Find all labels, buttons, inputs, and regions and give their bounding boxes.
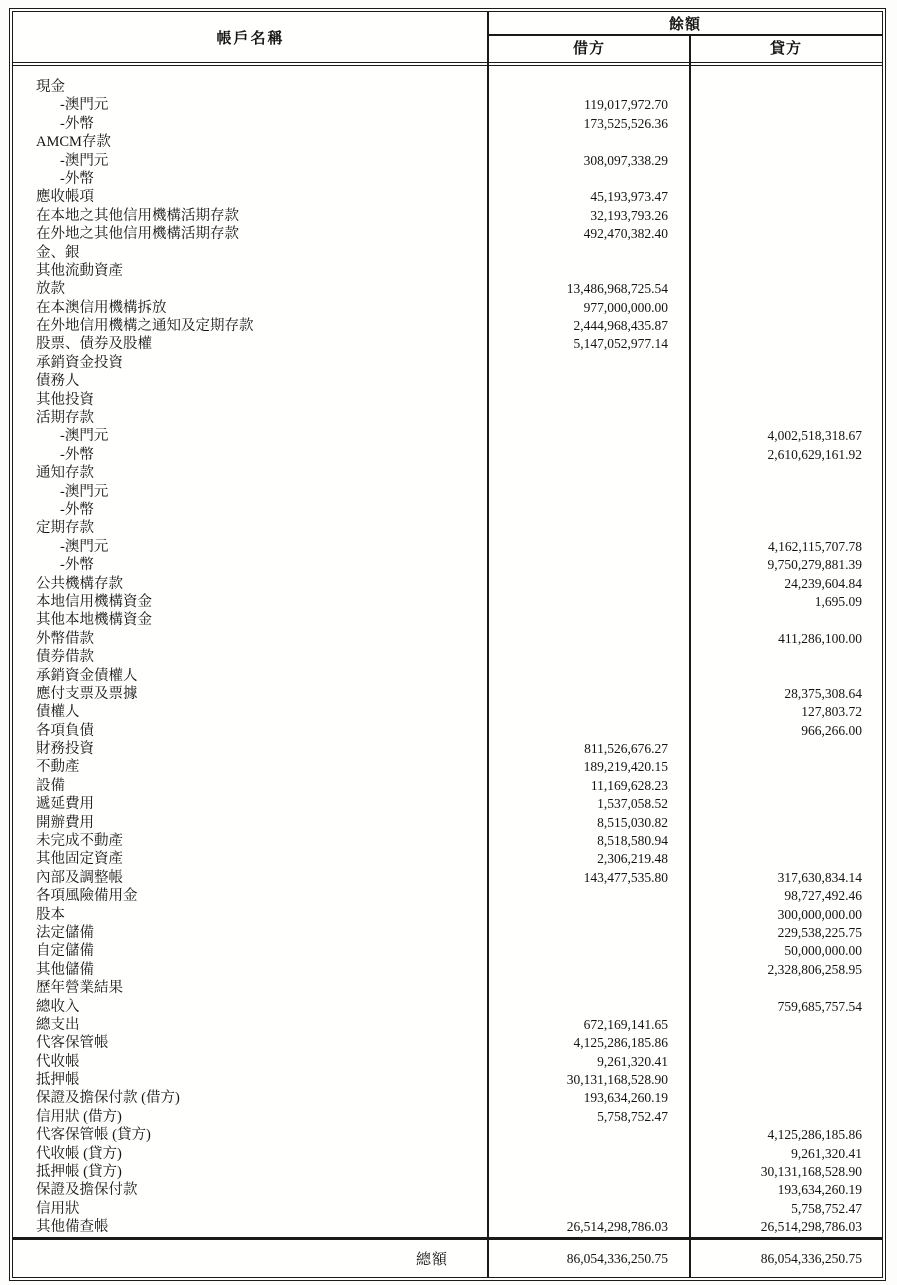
table-row (13, 998, 882, 1016)
credit-amount: 411,286,100.00 (778, 630, 862, 646)
table-row (13, 795, 882, 813)
account-name: 通知存款 (36, 465, 94, 482)
account-name: 保證及擔保付款 (36, 1182, 138, 1199)
account-name: 其他固定資產 (36, 851, 123, 868)
table-row (13, 96, 882, 114)
table-row (13, 1181, 882, 1199)
account-name: 設備 (36, 777, 65, 794)
credit-amount: 193,634,260.19 (777, 1182, 862, 1198)
account-name: 其他本地機構資金 (36, 612, 152, 629)
account-name: 承銷資金投資 (36, 354, 123, 371)
debit-amount (488, 722, 690, 740)
debit-amount (488, 1181, 690, 1199)
table-row (13, 483, 882, 501)
header-account-name: 帳戶名稱 (216, 30, 285, 47)
debit-amount (488, 354, 690, 372)
account-name: 各項風險備用金 (36, 888, 138, 905)
debit-amount (488, 538, 690, 556)
table-row (13, 427, 882, 445)
table-row (13, 832, 882, 850)
debit-amount: 672,169,141.65 (583, 1016, 668, 1032)
debit-amount (488, 998, 690, 1016)
credit-amount (690, 648, 882, 666)
debit-amount (488, 1126, 690, 1144)
credit-amount (690, 115, 882, 133)
account-name: 遞延費用 (36, 796, 94, 813)
credit-amount: 24,239,604.84 (784, 575, 862, 591)
debit-amount: 173,525,526.36 (583, 115, 668, 131)
credit-amount: 9,261,320.41 (791, 1145, 862, 1161)
credit-amount: 98,727,492.46 (784, 888, 862, 904)
debit-amount (488, 391, 690, 409)
table-row (13, 409, 882, 427)
account-name: 應收帳項 (36, 189, 94, 206)
table-row (13, 869, 882, 887)
total-label: 總額 (415, 1252, 448, 1268)
table-row (13, 924, 882, 942)
account-name: 外幣借款 (36, 630, 94, 647)
debit-amount: 11,169,628.23 (590, 777, 668, 793)
debit-amount: 119,017,972.70 (584, 97, 668, 113)
table-row (13, 1200, 882, 1218)
debit-amount (488, 630, 690, 648)
credit-amount (690, 152, 882, 170)
credit-amount: 229,538,225.75 (777, 924, 862, 940)
table-row (13, 464, 882, 482)
account-name: -外幣 (60, 446, 94, 463)
credit-amount (690, 832, 882, 850)
table-row (13, 1053, 882, 1071)
account-name: 歷年營業結果 (36, 980, 123, 997)
credit-amount: 300,000,000.00 (777, 906, 862, 922)
account-name: 股票、債券及股權 (36, 336, 152, 353)
credit-amount (690, 354, 882, 372)
account-name: 在外地信用機構之通知及定期存款 (36, 318, 254, 335)
credit-amount: 9,750,279,881.39 (767, 557, 862, 573)
credit-amount (690, 740, 882, 758)
credit-amount (690, 1108, 882, 1126)
table-body (13, 66, 882, 1237)
debit-amount (488, 262, 690, 280)
table-row (13, 391, 882, 409)
credit-amount (690, 519, 882, 537)
debit-amount: 8,518,580.94 (597, 833, 668, 849)
credit-amount (690, 758, 882, 776)
credit-amount: 127,803.72 (801, 704, 862, 720)
account-name: 其他投資 (36, 391, 94, 408)
table-row (13, 979, 882, 997)
credit-amount (690, 1034, 882, 1052)
credit-amount: 28,375,308.64 (784, 685, 862, 701)
credit-amount (690, 207, 882, 225)
credit-amount (690, 611, 882, 629)
debit-amount: 5,147,052,977.14 (573, 336, 668, 352)
debit-amount (488, 409, 690, 427)
credit-amount (690, 188, 882, 206)
account-name: 各項負債 (36, 722, 94, 739)
account-name: -外幣 (60, 170, 94, 187)
credit-amount: 50,000,000.00 (784, 943, 862, 959)
table-row (13, 685, 882, 703)
debit-amount (488, 133, 690, 151)
debit-amount: 2,306,219.48 (597, 851, 668, 867)
debit-amount: 492,470,382.40 (583, 226, 668, 242)
table-row (13, 648, 882, 666)
debit-amount (488, 446, 690, 464)
column-divider-debit-credit (689, 36, 691, 1277)
table-row (13, 1163, 882, 1181)
account-name: 內部及調整帳 (36, 869, 123, 886)
debit-amount: 1,537,058.52 (597, 796, 668, 812)
credit-amount (690, 814, 882, 832)
table-row (13, 611, 882, 629)
credit-amount (690, 317, 882, 335)
credit-amount (690, 464, 882, 482)
debit-amount (488, 372, 690, 390)
debit-amount: 193,634,260.19 (583, 1090, 668, 1106)
account-name: 財務投資 (36, 741, 94, 758)
account-name: 活期存款 (36, 410, 94, 427)
debit-amount: 5,758,752.47 (597, 1108, 668, 1124)
table-row (13, 133, 882, 151)
table-row (13, 850, 882, 868)
account-name: 其他備查帳 (36, 1219, 109, 1236)
credit-amount: 317,630,834.14 (777, 869, 862, 885)
debit-amount (488, 685, 690, 703)
table-row (13, 942, 882, 960)
credit-amount: 2,610,629,161.92 (767, 446, 862, 462)
table-row (13, 556, 882, 574)
debit-amount (488, 924, 690, 942)
header-credit: 貸方 (769, 41, 802, 57)
debit-amount (488, 979, 690, 997)
debit-amount: 9,261,320.41 (597, 1053, 668, 1069)
account-name: -外幣 (60, 557, 94, 574)
table-row (13, 207, 882, 225)
debit-amount (488, 519, 690, 537)
table-row (13, 667, 882, 685)
table-row (13, 740, 882, 758)
table-row (13, 722, 882, 740)
header-balance: 餘額 (488, 12, 882, 36)
credit-amount (690, 244, 882, 262)
table-row (13, 906, 882, 924)
account-name: 債權人 (36, 704, 80, 721)
credit-amount: 4,162,115,707.78 (768, 538, 862, 554)
header-debit: 借方 (572, 41, 605, 57)
debit-amount (488, 593, 690, 611)
debit-amount: 4,125,286,185.86 (573, 1035, 668, 1051)
credit-amount: 4,002,518,318.67 (767, 428, 862, 444)
credit-amount (690, 795, 882, 813)
total-debit-amount: 86,054,336,250.75 (566, 1250, 668, 1266)
debit-amount: 811,526,676.27 (584, 741, 668, 757)
account-name: 金、銀 (36, 244, 80, 261)
debit-amount (488, 501, 690, 519)
table-row (13, 188, 882, 206)
credit-amount (690, 1016, 882, 1034)
table-row (13, 703, 882, 721)
account-name: 債券借款 (36, 649, 94, 666)
debit-amount (488, 483, 690, 501)
account-name: 代客保管帳 (36, 1035, 109, 1052)
credit-amount (690, 262, 882, 280)
table-row (13, 78, 882, 96)
table-row (13, 244, 882, 262)
table-row (13, 446, 882, 464)
credit-amount (690, 501, 882, 519)
debit-amount: 189,219,420.15 (583, 759, 668, 775)
table-row (13, 372, 882, 390)
account-name: 在本澳信用機構拆放 (36, 299, 167, 316)
account-name: AMCM存款 (36, 134, 111, 151)
debit-amount: 45,193,973.47 (590, 189, 668, 205)
table-row (13, 593, 882, 611)
debit-amount (488, 648, 690, 666)
table-row (13, 961, 882, 979)
debit-amount: 13,486,968,725.54 (566, 281, 668, 297)
account-name: 承銷資金債權人 (36, 667, 138, 684)
account-name: -澳門元 (60, 97, 109, 114)
account-name: 保證及擔保付款 (借方) (36, 1090, 180, 1107)
credit-amount (690, 979, 882, 997)
table-row (13, 299, 882, 317)
debit-amount (488, 170, 690, 188)
credit-amount: 966,266.00 (801, 722, 862, 738)
debit-amount (488, 887, 690, 905)
account-name: 代客保管帳 (貸方) (36, 1127, 151, 1144)
credit-amount (690, 1071, 882, 1089)
debit-amount (488, 667, 690, 685)
account-name: 法定儲備 (36, 924, 94, 941)
account-name: 定期存款 (36, 520, 94, 537)
table-row (13, 630, 882, 648)
table-row (13, 1218, 882, 1236)
account-name: -外幣 (60, 115, 94, 132)
debit-amount (488, 961, 690, 979)
credit-amount (690, 133, 882, 151)
table-header (13, 12, 882, 66)
credit-amount (690, 372, 882, 390)
debit-amount: 8,515,030.82 (597, 814, 668, 830)
debit-amount: 26,514,298,786.03 (566, 1219, 668, 1235)
table-row (13, 575, 882, 593)
debit-amount (488, 78, 690, 96)
account-name: -澳門元 (60, 538, 109, 555)
account-name: 自定儲備 (36, 943, 94, 960)
table-row (13, 354, 882, 372)
debit-amount: 308,097,338.29 (583, 152, 668, 168)
credit-amount (690, 170, 882, 188)
table-row (13, 335, 882, 353)
account-name: 股本 (36, 906, 65, 923)
total-credit-amount: 86,054,336,250.75 (760, 1250, 862, 1266)
account-name: -外幣 (60, 501, 94, 518)
table-row (13, 317, 882, 335)
account-name: 本地信用機構資金 (36, 593, 152, 610)
debit-amount (488, 464, 690, 482)
credit-amount (690, 1089, 882, 1107)
debit-amount (488, 906, 690, 924)
credit-amount: 26,514,298,786.03 (760, 1219, 862, 1235)
total-row (13, 1237, 882, 1277)
credit-amount (690, 850, 882, 868)
table-row (13, 1071, 882, 1089)
table-row (13, 1089, 882, 1107)
credit-amount (690, 483, 882, 501)
account-name: 代收帳 (36, 1053, 80, 1070)
debit-amount: 977,000,000.00 (583, 299, 668, 315)
debit-amount (488, 427, 690, 445)
table-row (13, 1145, 882, 1163)
debit-amount: 30,131,168,528.90 (566, 1072, 668, 1088)
table-row (13, 887, 882, 905)
account-name: 在外地之其他信用機構活期存款 (36, 226, 239, 243)
debit-amount (488, 1163, 690, 1181)
trial-balance-table (9, 8, 886, 1281)
table-row (13, 814, 882, 832)
account-name: -澳門元 (60, 428, 109, 445)
account-name: 不動產 (36, 759, 80, 776)
account-name: 未完成不動產 (36, 833, 123, 850)
credit-amount (690, 409, 882, 427)
debit-amount: 143,477,535.80 (583, 869, 668, 885)
table-row (13, 777, 882, 795)
credit-amount (690, 391, 882, 409)
debit-amount (488, 575, 690, 593)
table-row (13, 1034, 882, 1052)
table-row (13, 501, 882, 519)
debit-amount (488, 556, 690, 574)
credit-amount: 4,125,286,185.86 (767, 1127, 862, 1143)
account-name: -澳門元 (60, 483, 109, 500)
account-name: 現金 (36, 79, 65, 95)
credit-amount: 5,758,752.47 (791, 1200, 862, 1216)
table-row (13, 225, 882, 243)
account-name: 放款 (36, 281, 65, 298)
table-row (13, 262, 882, 280)
debit-amount (488, 703, 690, 721)
table-row (13, 758, 882, 776)
table-row (13, 538, 882, 556)
table-row (13, 280, 882, 298)
account-name: 代收帳 (貸方) (36, 1145, 122, 1162)
credit-amount (690, 335, 882, 353)
debit-amount (488, 244, 690, 262)
account-name: 信用狀 (借方) (36, 1108, 122, 1125)
credit-amount: 30,131,168,528.90 (760, 1164, 862, 1180)
table-row (13, 1108, 882, 1126)
credit-amount (690, 96, 882, 114)
debit-amount (488, 942, 690, 960)
account-name: 抵押帳 (貸方) (36, 1164, 122, 1181)
debit-amount: 32,193,793.26 (590, 207, 668, 223)
account-name: 其他流動資產 (36, 262, 123, 279)
debit-amount (488, 1145, 690, 1163)
debit-amount (488, 1200, 690, 1218)
account-name: 其他儲備 (36, 961, 94, 978)
account-name: 信用狀 (36, 1200, 80, 1217)
column-divider-accounts-debit (487, 12, 489, 1277)
credit-amount (690, 280, 882, 298)
credit-amount: 2,328,806,258.95 (767, 961, 862, 977)
account-name: 應付支票及票據 (36, 685, 138, 702)
account-name: 抵押帳 (36, 1072, 80, 1089)
account-name: -澳門元 (60, 152, 109, 169)
table-row (13, 115, 882, 133)
account-name: 公共機構存款 (36, 575, 123, 592)
credit-amount (690, 777, 882, 795)
debit-amount (488, 611, 690, 629)
debit-amount: 2,444,968,435.87 (573, 318, 668, 334)
account-name: 在本地之其他信用機構活期存款 (36, 207, 239, 224)
table-row (13, 170, 882, 188)
credit-amount (690, 78, 882, 96)
credit-amount (690, 299, 882, 317)
credit-amount (690, 225, 882, 243)
credit-amount (690, 667, 882, 685)
account-name: 總收入 (36, 998, 80, 1015)
credit-amount (690, 1053, 882, 1071)
table-row (13, 519, 882, 537)
table-row (13, 1016, 882, 1034)
account-name: 開辦費用 (36, 814, 94, 831)
credit-amount: 1,695.09 (814, 593, 862, 609)
credit-amount: 759,685,757.54 (777, 998, 862, 1014)
account-name: 債務人 (36, 373, 80, 390)
table-row (13, 152, 882, 170)
table-row (13, 1126, 882, 1144)
account-name: 總支出 (36, 1016, 80, 1033)
